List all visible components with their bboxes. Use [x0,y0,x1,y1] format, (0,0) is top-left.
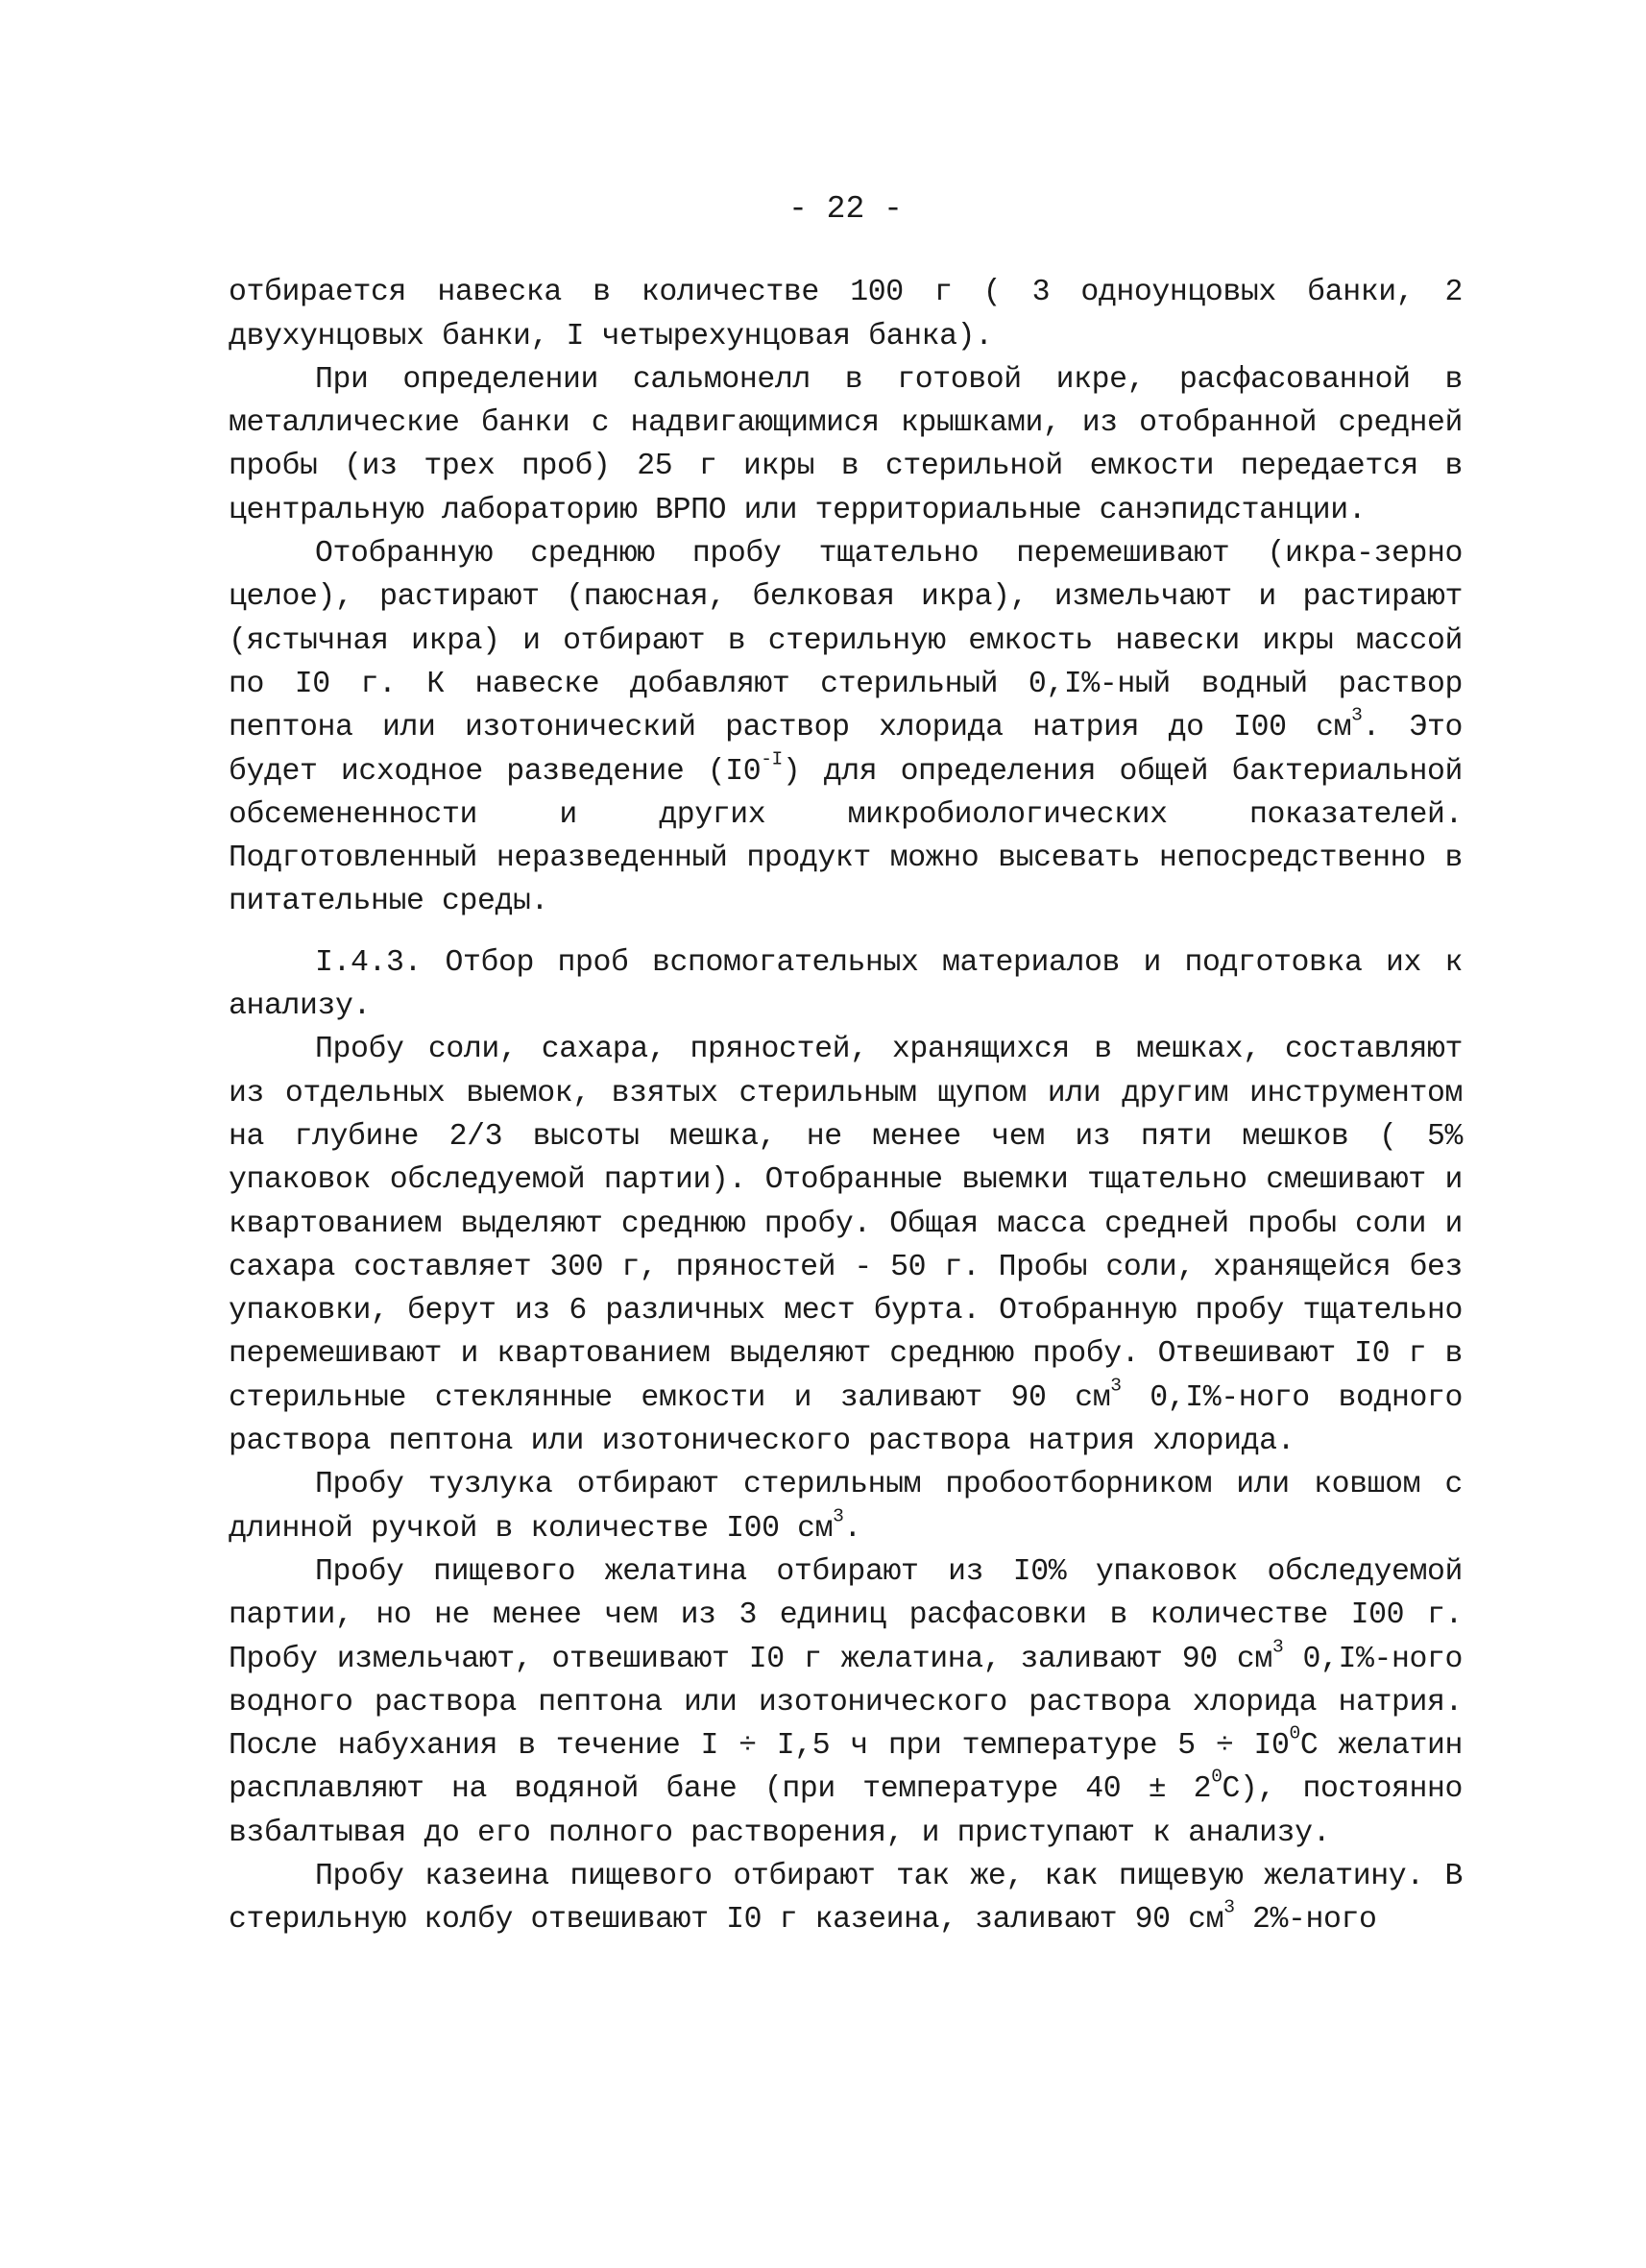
paragraph-average-sample-text-b: . Это будет исходное разведение (I0 [229,711,1463,789]
paragraph-gelatin-text-d: С), постоянно взбалтывая до его полного растворения, и приступают к анализу. [229,1772,1463,1850]
paragraph-gelatin-text-b: 0,I%-ного водного раствора пептона или изотонического раствора хлорида натрия. После набухания в течение I ÷ I,5 ч при температуре 5 ÷ I0 [229,1642,1463,1764]
paragraph-average-sample-text-a: Отобранную среднюю пробу тщательно перемешивают (икра-зерно целое), растирают (паюсная, белковая икра), измельчают и растирают (ястычная икра) и отбирают в стерильную емкость навески икры массой по I0 г. К навеске добавляют стерильный 0,I%-ный водный раствор пептона или изотонический раствор хлорида натрия до I00 см [229,537,1463,745]
paragraph-casein-text-b: 2%-ного [1234,1903,1377,1938]
paragraph-average-sample-text-c: ) для определения общей бактериальной обсемененности и других микробиологических показателей. Подготовленный неразведенный продукт можно высевать непосредственно в питательные среды. [229,754,1463,919]
superscript-cubic: 3 [1351,704,1363,726]
paragraph-salt-sugar-text-a: Пробу соли, сахара, пряностей, хранящихся в мешках, составляют из отдельных выемок, взятых стерильным щупом или другим инструментом на глубине 2/3 высоты мешка, не менее чем из пяти мешков ( 5% упаковок обследуемой партии). Отобранные выемки тщательно смешивают и квартованием выделяют среднюю пробу. Общая масса средней пробы соли и сахара составляет 300 г, пряностей - 50 г. Пробы соли, хранящейся без упаковки, берут из 6 различных мест бурта. Отобранную пробу тщательно перемешивают и квартованием выделяют среднюю пробу. Отвешивают I0 г в стерильные стеклянные емкости и заливают 90 см [229,1033,1463,1415]
paragraph-salmonella [229,358,1463,532]
paragraph-gelatin [229,1550,1463,1855]
superscript-degree: 0 [1289,1722,1300,1744]
superscript-cubic: 3 [1223,1896,1235,1918]
document-page [229,187,1463,1942]
page-number: - 22 - [788,191,903,227]
paragraph-salmonella-text: При определении сальмонелл в готовой икре, расфасованной в металлические банки с надвигающимися крышками, из отобранной средней пробы (из трех проб) 25 г икры в стерильной емкости передается в центральную лабораторию ВРПО или территориальные санэпидстанции. [229,362,1463,527]
paragraph-casein-text-a: Пробу казеина пищевого отбирают так же, как пищевую желатину. В стерильную колбу отвешивают I0 г казеина, заливают 90 см [229,1859,1463,1938]
paragraph-sample-weight [229,271,1463,358]
superscript-cubic: 3 [1110,1375,1122,1397]
superscript-cubic: 3 [1271,1635,1284,1657]
superscript-degree: 0 [1211,1766,1222,1788]
paragraph-brine [229,1463,1463,1550]
paragraph-sample-weight-text: отбирается навеска в количестве 100 г ( 3 одноунцовых банки, 2 двухунцовых банки, I четырехунцовая банка). [229,276,1463,354]
superscript-cubic: 3 [833,1505,844,1526]
section-heading [229,941,1463,1029]
paragraph-salt-sugar-text-b: 0,I%-ного водного раствора пептона или изотонического раствора натрия хлорида. [229,1380,1463,1459]
section-heading-text: I.4.3. Отбор проб вспомогательных материалов и подготовка их к анализу. [229,945,1463,1024]
paragraph-gelatin-text-a: Пробу пищевого желатина отбирают из I0% упаковок обследуемой партии, но не менее чем из 3 единиц расфасовки в количестве I00 г. Пробу измельчают, отвешивают I0 г желатина, заливают 90 см [229,1554,1463,1676]
paragraph-average-sample [229,532,1463,924]
paragraph-salt-sugar [229,1028,1463,1463]
superscript-exponent: -I [761,747,783,769]
paragraph-casein [229,1855,1463,1942]
paragraph-brine-text-b: . [843,1511,861,1546]
paragraph-gelatin-text-c: С желатин расплавляют на водяной бане (при температуре 40 ± 2 [229,1729,1464,1807]
paragraph-brine-text-a: Пробу тузлука отбирают стерильным пробоотборником или ковшом с длинной ручкой в количестве I00 см [229,1468,1463,1546]
